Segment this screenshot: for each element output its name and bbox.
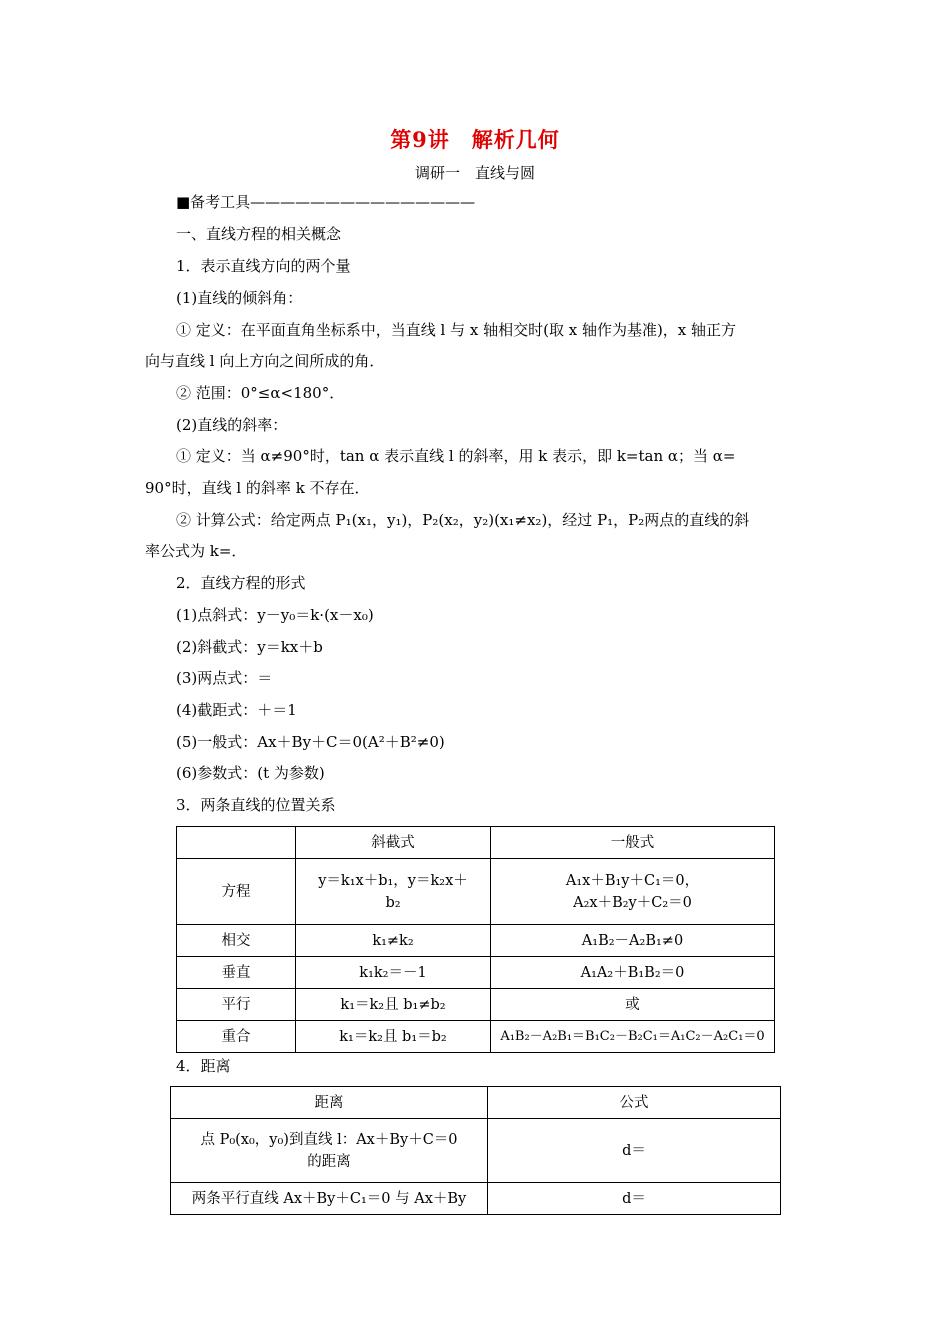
table-cell: A₁A₂＋B₁B₂＝0 [491,957,775,989]
table-cell: k₁k₂＝－1 [296,957,491,989]
paragraph: (1)直线的倾斜角： [176,289,303,307]
formula-line: (6)参数式：(t 为参数) [176,764,325,782]
table-cell: k₁＝k₂且 b₁＝b₂ [296,1021,491,1053]
table-cell: d＝ [488,1119,781,1183]
table-cell: A₁B₂－A₂B₁≠0 [491,925,775,957]
section-heading: 一、直线方程的相关概念 [176,225,342,243]
formula-line: (3)两点式：＝ [176,669,273,687]
table-header-cell: 一般式 [491,827,775,859]
table-header-cell [177,827,296,859]
table-row [177,989,775,1021]
tools-heading: ■备考工具——————————————— [176,193,476,211]
table-row [177,925,775,957]
table-cell [491,859,775,925]
table-cell: 平行 [177,989,296,1021]
table-cell: 方程 [177,859,296,925]
cell-line: b₂ [385,894,401,911]
table-row [171,1119,781,1183]
table-header-cell: 公式 [488,1087,781,1119]
table-cell: 重合 [177,1021,296,1053]
cell-line: y＝k₁x＋b₁，y＝k₂x＋ [318,872,468,889]
formula-line: (4)截距式：＋＝1 [176,701,297,719]
table-cell: 垂直 [177,957,296,989]
paragraph: 1．表示直线方向的两个量 [176,257,351,275]
table-cell [296,859,491,925]
table-row [177,957,775,989]
table-cell: k₁≠k₂ [296,925,491,957]
table-header-row [177,827,775,859]
formula-line: (5)一般式：Ax＋By＋C＝0(A²＋B²≠0) [176,733,445,751]
paragraph: (2)直线的斜率： [176,416,288,434]
paragraph: 率公式为 k=． [145,542,247,560]
line-relation-table [176,826,775,1053]
paragraph: 2．直线方程的形式 [176,574,306,592]
table-cell: 两条平行直线 Ax＋By＋C₁＝0 与 Ax＋By [171,1183,488,1215]
paragraph: 向与直线 l 向上方向之间所成的角． [145,352,385,370]
paragraph: 90°时，直线 l 的斜率 k 不存在． [145,479,370,497]
paragraph: 3．两条直线的位置关系 [176,796,336,814]
formula-line: (2)斜截式：y＝kx＋b [176,638,323,656]
table-cell: A₁B₂－A₂B₁＝B₁C₂－B₂C₁＝A₁C₂－A₂C₁＝0 [491,1021,775,1053]
table-row [171,1183,781,1215]
table-row [177,1021,775,1053]
table-cell: d＝ [488,1183,781,1215]
table-header-cell: 距离 [171,1087,488,1119]
formula-line: (1)点斜式：y－y₀＝k·(x－x₀) [176,606,374,624]
paragraph: ① 定义：当 α≠90°时，tan α 表示直线 l 的斜率，用 k 表示，即 k=tan α；当 α= [176,447,736,465]
paragraph: ② 范围：0°≤α<180°． [176,384,345,402]
table-header-row [171,1087,781,1119]
paragraph: 4．距离 [176,1057,231,1075]
page-subtitle: 调研一 直线与圆 [414,164,535,182]
cell-line: 的距离 [307,1153,351,1170]
paragraph: ② 计算公式：给定两点 P₁(x₁，y₁)，P₂(x₂，y₂)(x₁≠x₂)，经过 P₁，P₂两点的直线的斜 [176,511,750,529]
cell-line: 点 P₀(x₀，y₀)到直线 l：Ax＋By＋C＝0 [200,1131,458,1148]
cell-line: A₁x＋B₁y＋C₁＝0， [565,872,700,889]
table-header-cell: 斜截式 [296,827,491,859]
table-cell [171,1119,488,1183]
table-row [177,859,775,925]
distance-table [170,1086,781,1215]
table-cell: 或 [491,989,775,1021]
paragraph: ① 定义：在平面直角坐标系中，当直线 l 与 x 轴相交时(取 x 轴作为基准)，x 轴正方 [176,321,737,339]
table-cell: 相交 [177,925,296,957]
table-cell: k₁＝k₂且 b₁≠b₂ [296,989,491,1021]
page-title: 第9讲 解析几何 [390,127,560,152]
cell-line: A₂x＋B₂y＋C₂＝0 [573,894,692,911]
